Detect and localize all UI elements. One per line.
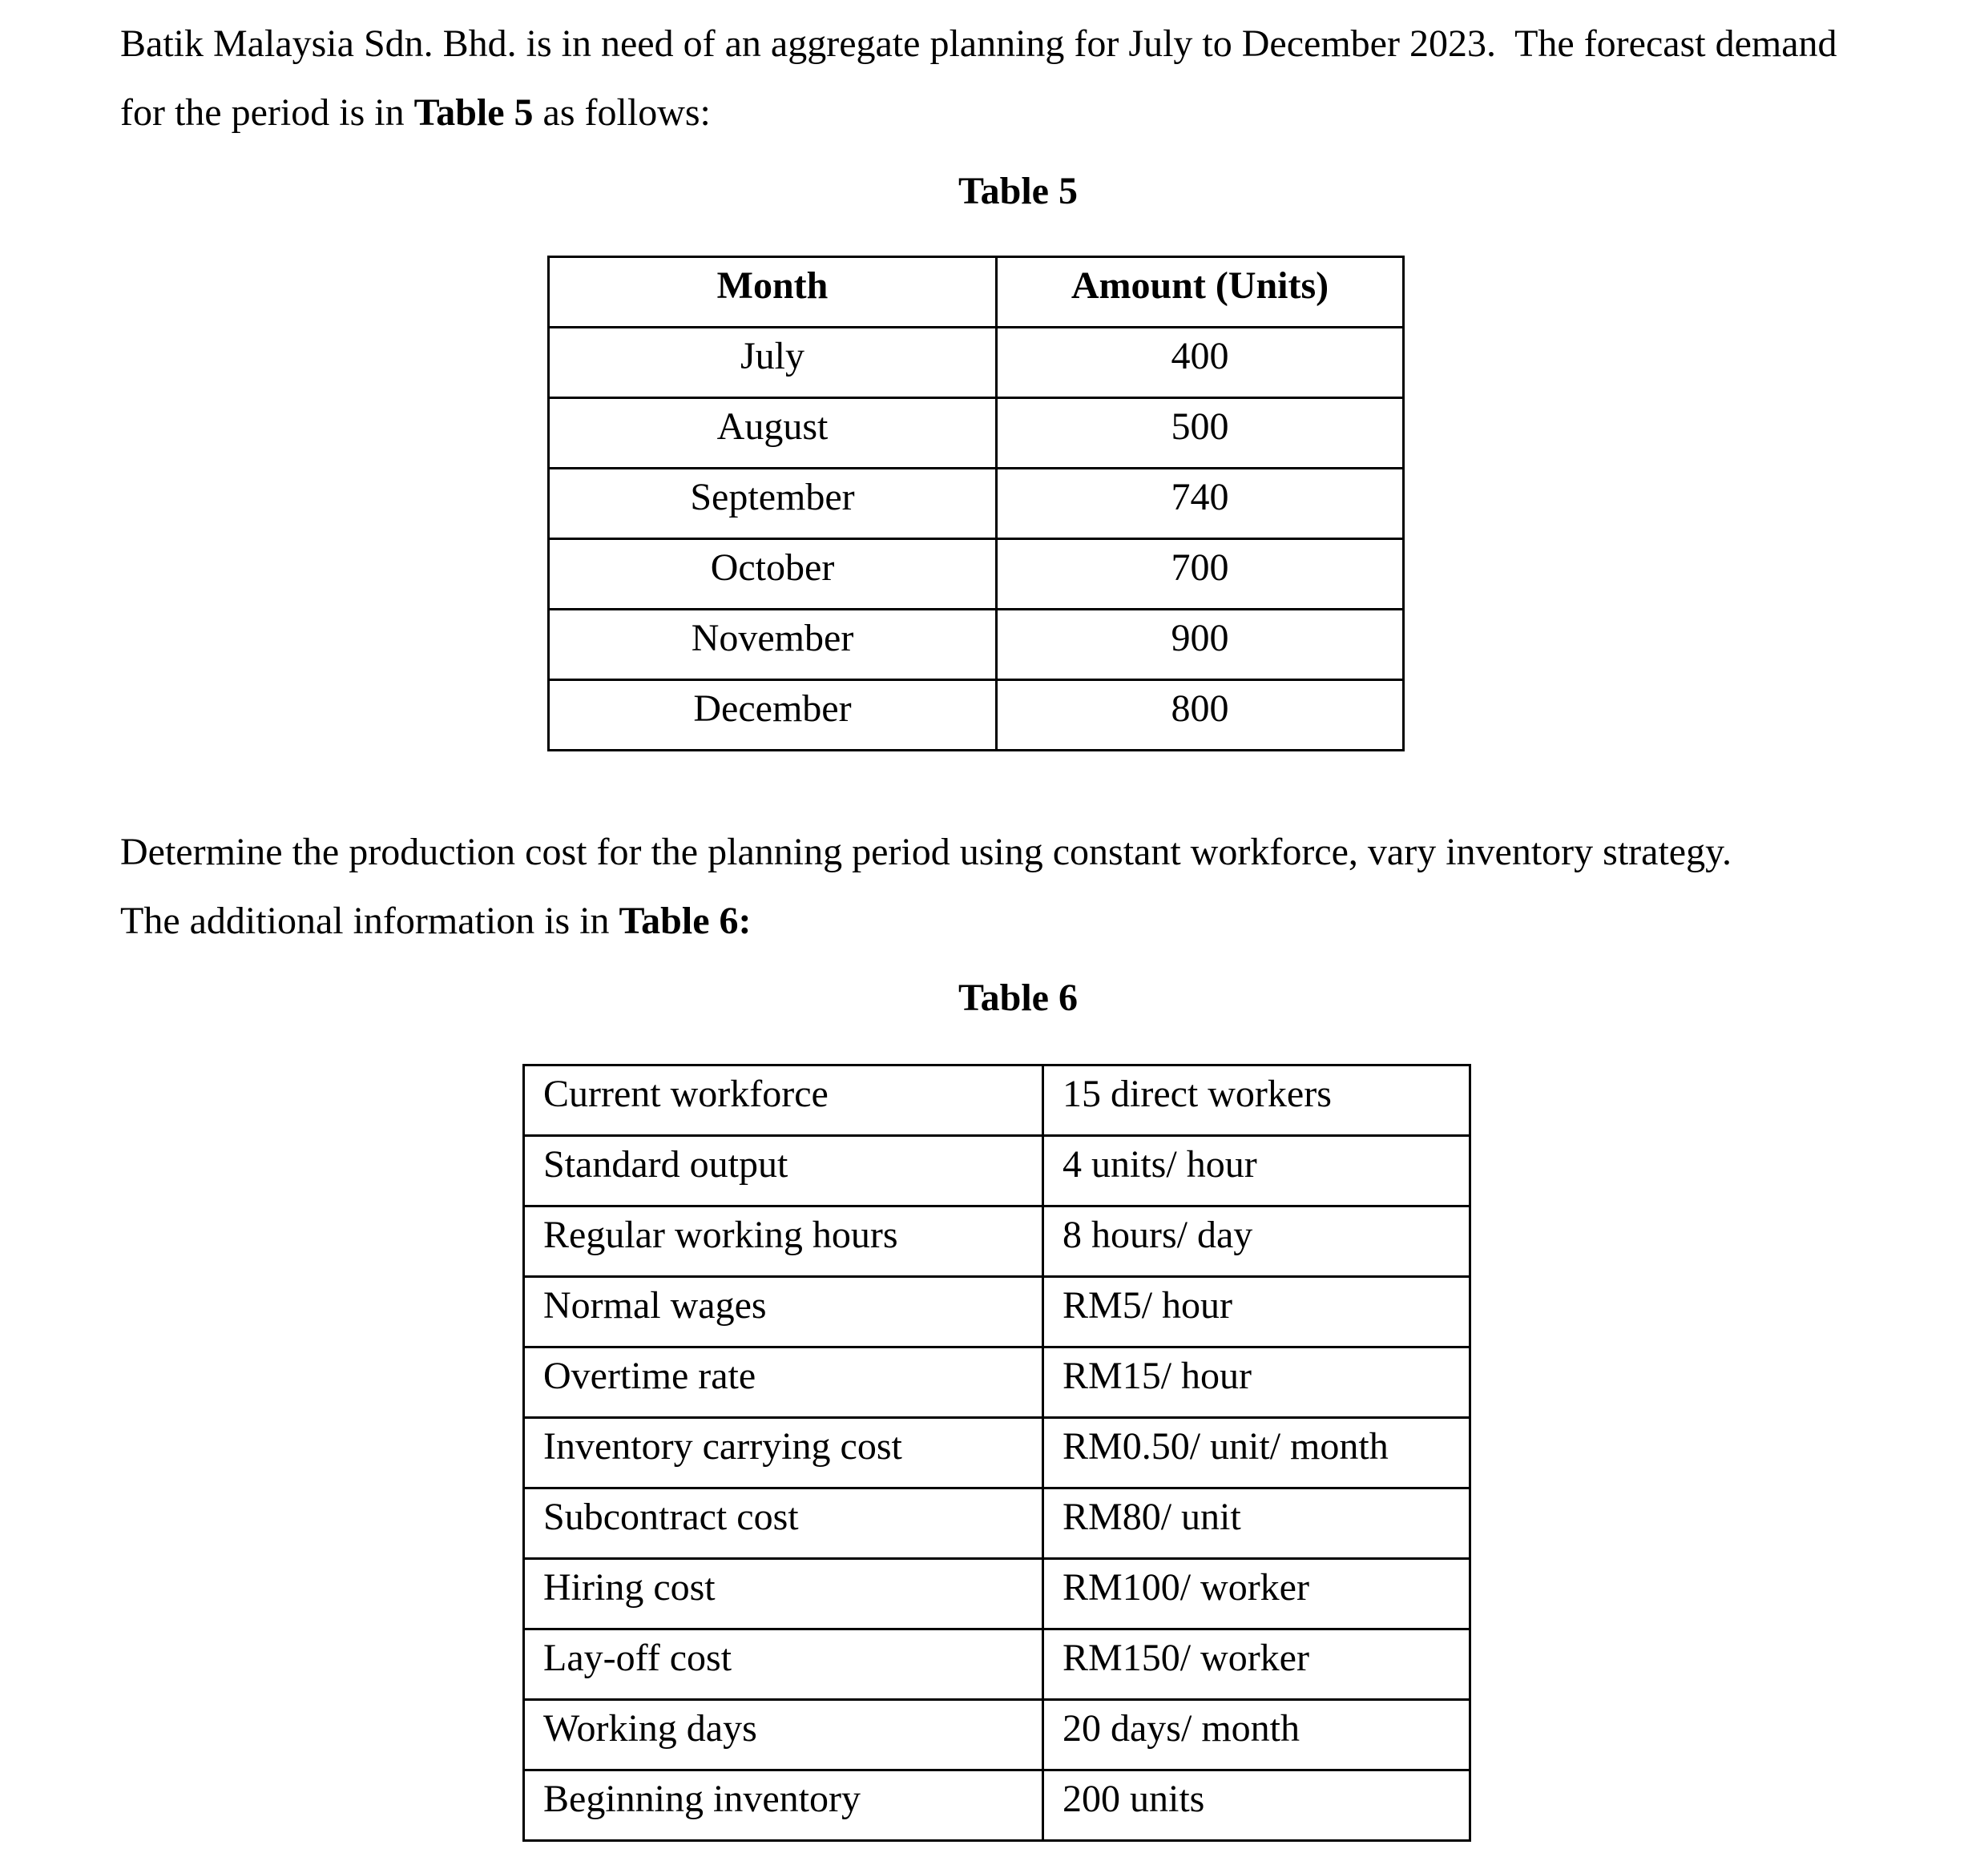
table6-row xyxy=(524,1065,1470,1136)
table5-row xyxy=(549,469,1404,539)
table6-row xyxy=(524,1418,1470,1488)
month-cell: July xyxy=(549,328,997,398)
intro-line-2-suffix: as follows: xyxy=(533,91,711,134)
intro-line-2-prefix: for the period is in xyxy=(120,91,414,134)
table6-row xyxy=(524,1347,1470,1418)
table5-demand-table xyxy=(547,256,1405,751)
info-label-cell: Overtime rate xyxy=(524,1347,1043,1418)
info-label-cell: Beginning inventory xyxy=(524,1770,1043,1841)
info-value-cell: RM100/ worker xyxy=(1043,1559,1470,1629)
intro-line-2 xyxy=(120,79,1916,147)
table6-info-table xyxy=(522,1064,1471,1842)
info-value-cell: RM80/ unit xyxy=(1043,1488,1470,1559)
info-value-cell: 4 units/ hour xyxy=(1043,1136,1470,1206)
table5-row xyxy=(549,398,1404,469)
table5-title: Table 5 xyxy=(958,170,1078,212)
month-cell: September xyxy=(549,469,997,539)
info-value-cell: RM0.50/ unit/ month xyxy=(1043,1418,1470,1488)
table6-row xyxy=(524,1206,1470,1277)
info-label-cell: Hiring cost xyxy=(524,1559,1043,1629)
info-value-cell: RM5/ hour xyxy=(1043,1277,1470,1347)
table5-row xyxy=(549,328,1404,398)
table5-header-amount: Amount (Units) xyxy=(997,257,1404,328)
amount-cell: 900 xyxy=(997,610,1404,680)
amount-cell: 400 xyxy=(997,328,1404,398)
info-value-cell: RM15/ hour xyxy=(1043,1347,1470,1418)
info-label-cell: Normal wages xyxy=(524,1277,1043,1347)
table5-row xyxy=(549,539,1404,610)
amount-cell: 500 xyxy=(997,398,1404,469)
info-value-cell: RM150/ worker xyxy=(1043,1629,1470,1700)
info-label-cell: Standard output xyxy=(524,1136,1043,1206)
intro-line-1 xyxy=(120,10,1916,79)
info-value-cell: 20 days/ month xyxy=(1043,1700,1470,1770)
table6-row xyxy=(524,1770,1470,1841)
info-label-cell: Working days xyxy=(524,1700,1043,1770)
instruction-line-2-prefix: The additional information is in xyxy=(120,900,619,942)
table6-row xyxy=(524,1700,1470,1770)
info-label-cell: Inventory carrying cost xyxy=(524,1418,1043,1488)
info-label-cell: Current workforce xyxy=(524,1065,1043,1136)
info-label-cell: Lay-off cost xyxy=(524,1629,1043,1700)
table6-row xyxy=(524,1559,1470,1629)
amount-cell: 800 xyxy=(997,680,1404,751)
month-cell: December xyxy=(549,680,997,751)
table5-header-row xyxy=(549,257,1404,328)
instruction-line-1-text: Determine the production cost for the planning period using constant workforce, vary inventory strategy. xyxy=(120,831,1732,873)
table5-row xyxy=(549,610,1404,680)
instruction-line-1 xyxy=(120,818,1916,887)
table5-row xyxy=(549,680,1404,751)
info-value-cell: 200 units xyxy=(1043,1770,1470,1841)
info-value-cell: 15 direct workers xyxy=(1043,1065,1470,1136)
table6-row xyxy=(524,1136,1470,1206)
table6-title: Table 6 xyxy=(958,977,1078,1019)
amount-cell: 700 xyxy=(997,539,1404,610)
table5-header-month: Month xyxy=(549,257,997,328)
month-cell: November xyxy=(549,610,997,680)
info-label-cell: Subcontract cost xyxy=(524,1488,1043,1559)
month-cell: October xyxy=(549,539,997,610)
info-label-cell: Regular working hours xyxy=(524,1206,1043,1277)
table6-row xyxy=(524,1277,1470,1347)
month-cell: August xyxy=(549,398,997,469)
intro-table5-ref: Table 5 xyxy=(413,91,534,134)
table6-row xyxy=(524,1629,1470,1700)
intro-line-1-text: Batik Malaysia Sdn. Bhd. is in need of an aggregate planning for July to December 2023. The forecast demand xyxy=(120,22,1837,65)
instruction-paragraph xyxy=(120,818,1916,956)
table6-row xyxy=(524,1488,1470,1559)
instruction-table6-ref: Table 6: xyxy=(619,900,752,942)
info-value-cell: 8 hours/ day xyxy=(1043,1206,1470,1277)
instruction-line-2 xyxy=(120,887,1916,956)
intro-paragraph xyxy=(120,10,1916,147)
amount-cell: 740 xyxy=(997,469,1404,539)
